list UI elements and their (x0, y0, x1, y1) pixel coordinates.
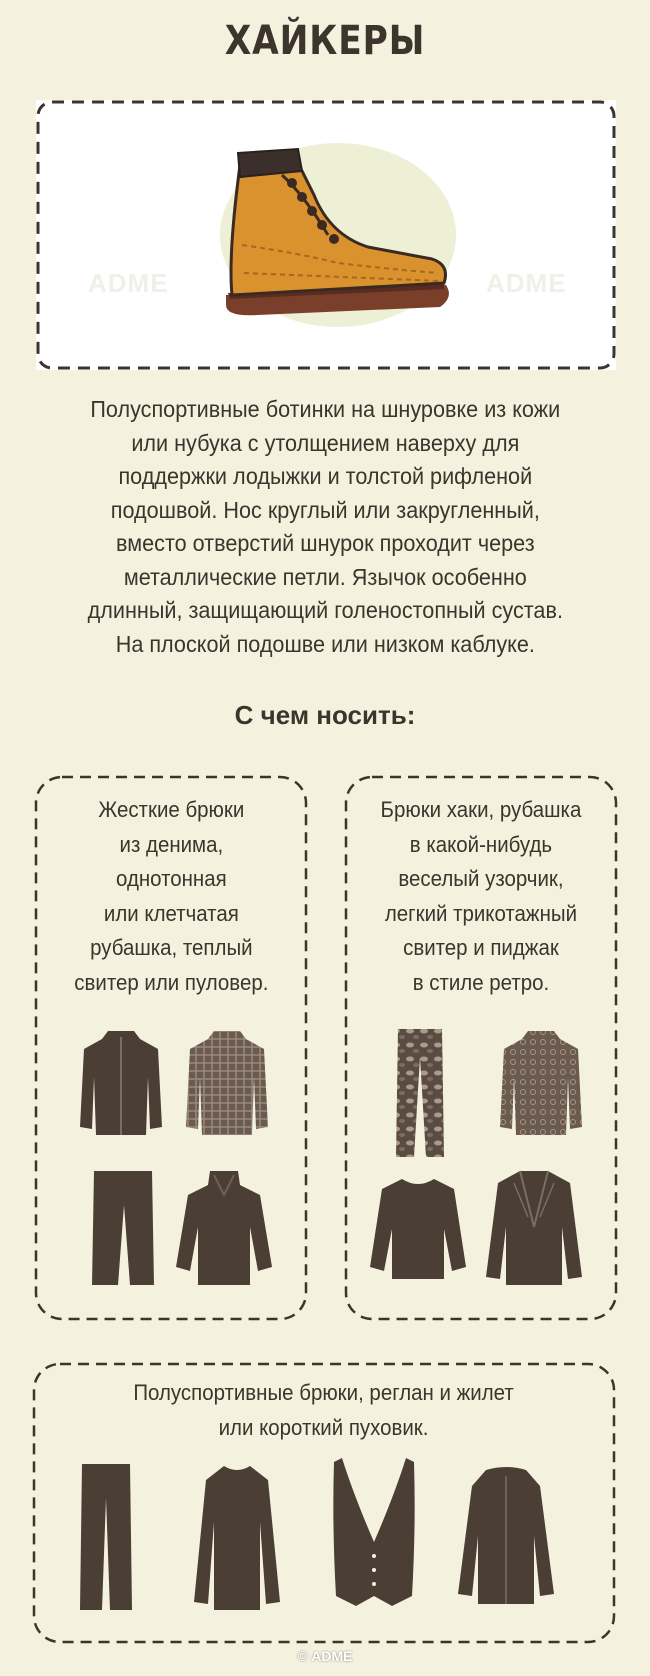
denim-shirt-icon (78, 1027, 164, 1137)
watermark: ADME (486, 268, 567, 298)
knit-sweater-icon (368, 1175, 468, 1283)
boot-icon (218, 135, 458, 335)
plaid-shirt-icon (184, 1027, 270, 1137)
camo-pants-icon (392, 1027, 448, 1159)
outfit-description: Полуспортивные брюки, реглан и жилет или короткий пуховик. (133, 1380, 515, 1440)
raglan-icon (192, 1462, 282, 1612)
track-pants-icon (78, 1462, 134, 1612)
outfit-description: Жесткие брюки из денима, однотонная или клетчатая рубашка, теплый свитер или пуловер. (73, 797, 269, 995)
page-title: ХАЙКЕРЫ (224, 18, 426, 64)
blazer-icon (484, 1167, 584, 1287)
pattern-shirt-icon (498, 1027, 584, 1137)
how-to-wear-heading: С чем носить: (234, 700, 416, 730)
footer-credit: © ADME (297, 1648, 353, 1664)
jeans-icon (88, 1167, 158, 1287)
watermark: ADME (88, 268, 169, 298)
outfit-description: Брюки хаки, рубашка в какой-нибудь веселый узорчик, легкий трикотажный свитер и пиджак в стиле ретро. (380, 797, 582, 995)
outfit-card (344, 775, 618, 1321)
vest-icon (332, 1456, 416, 1612)
puffer-jacket-icon (456, 1466, 556, 1606)
description: Полуспортивные ботинки на шнуровке из кожи или нубука с утолщением наверху для поддержки лодыжки и толстой рифленой подошвой. Нос круглый или закругленный, вместо отверстий шнурок проходит через металлические петли. Язычок особенно длинный, защищающий голеностопный сустав. На плоской подошве или низком каблуке. (87, 396, 563, 657)
outfit-card (32, 1362, 616, 1644)
sweater-icon (174, 1167, 274, 1287)
outfit-card (34, 775, 308, 1321)
